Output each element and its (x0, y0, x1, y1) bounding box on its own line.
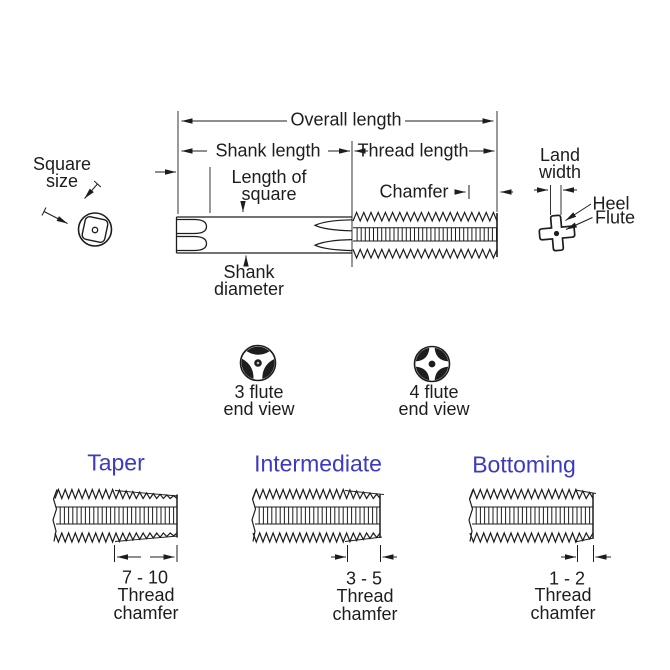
three-flute-line1: 3 flute (234, 382, 284, 402)
intermediate-caption-line1: Thread (336, 586, 394, 606)
shank-length-label: Shank length (215, 140, 321, 161)
tap-type-drawings (53, 490, 611, 563)
land-width-line2: width (538, 162, 582, 182)
bottoming-chamfer-caption (530, 586, 595, 622)
flute-label: Flute (594, 207, 636, 228)
intermediate-chamfer-caption (332, 587, 397, 623)
chamfer-label: Chamfer (379, 181, 449, 202)
length-of-square-line2: square (241, 184, 297, 204)
length-of-square-label (231, 169, 306, 203)
land-width-label (539, 147, 581, 181)
three-flute-end-view-label (223, 384, 294, 418)
bottoming-chamfer-range: 1 - 2 (548, 568, 586, 589)
bottoming-caption-line2: chamfer (530, 603, 596, 623)
shank-diameter-line1: Shank (223, 262, 275, 282)
taper-heading: Taper (87, 449, 145, 476)
intermediate-chamfer-range: 3 - 5 (345, 568, 383, 589)
taper-caption-line1: Thread (117, 585, 175, 605)
overall-length-label: Overall length (290, 109, 402, 130)
four-flute-center (429, 361, 436, 368)
taper-chamfer-range: 7 - 10 (121, 567, 169, 588)
shank-diameter-label (214, 264, 284, 298)
length-of-square-line1: Length of (231, 167, 307, 187)
intermediate-heading: Intermediate (254, 450, 382, 477)
bottoming-heading: Bottoming (472, 451, 576, 478)
dimension-lines (155, 111, 513, 267)
four-flute-end-view-label (398, 384, 469, 418)
heel-label: Heel (592, 193, 630, 214)
shank-diameter-line2: diameter (213, 279, 285, 299)
square-size-line2: size (45, 171, 79, 191)
land-width-line1: Land (539, 145, 581, 165)
three-flute-line2: end view (223, 399, 295, 419)
taper-caption-line2: chamfer (113, 603, 179, 623)
four-flute-line2: end view (398, 399, 470, 419)
square-size-line1: Square (32, 154, 92, 174)
tap-side-view (177, 212, 498, 258)
square-size-label (33, 156, 91, 190)
taper-chamfer-caption (113, 586, 178, 622)
thread-length-label: Thread length (357, 140, 469, 161)
four-flute-line1: 4 flute (409, 382, 459, 402)
cross-section-view (534, 185, 593, 252)
flute-end-views (241, 346, 450, 382)
bottoming-caption-line1: Thread (534, 585, 592, 605)
intermediate-caption-line2: chamfer (332, 604, 398, 624)
